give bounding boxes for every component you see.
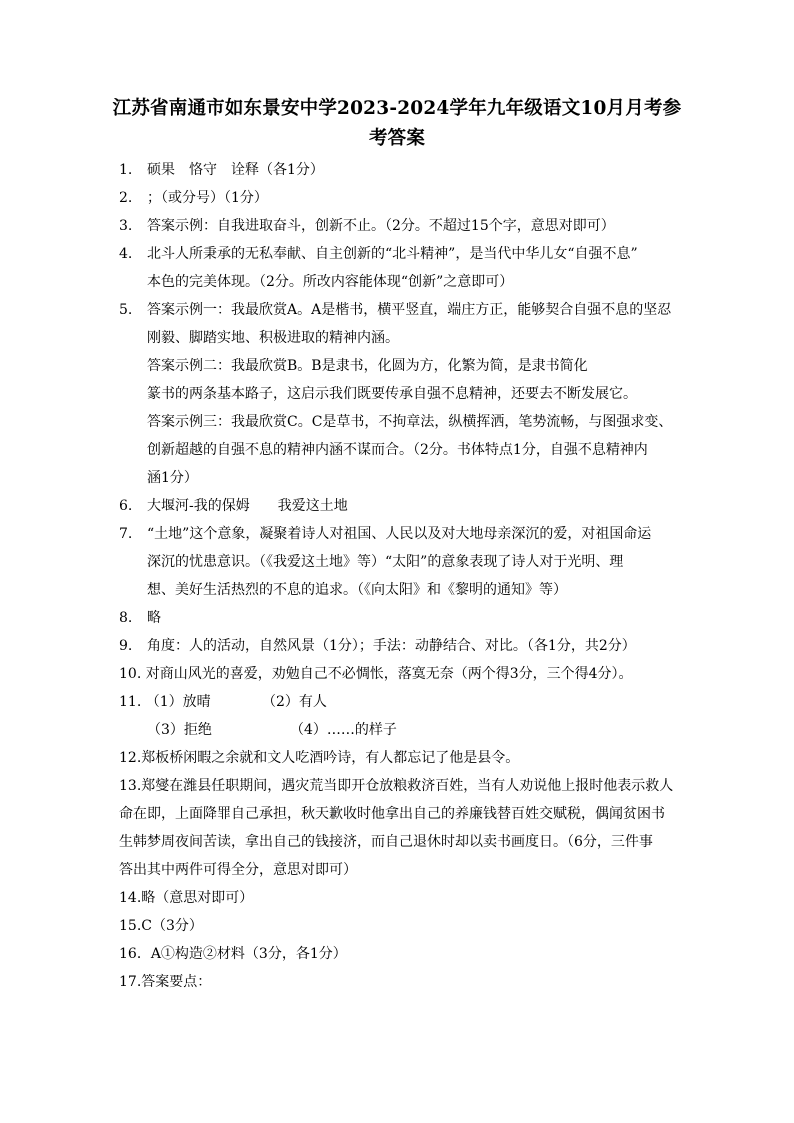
- answer-5-line-3: 答案示例二：我最欣赏B。B是隶书，化圆为方，化繁为简，是隶书简化: [147, 358, 588, 374]
- answer-5-line-7: 涵1分）: [147, 470, 198, 486]
- answer-text: 答案示例：自我进取奋斗，创新不止。（2分。不超过15个字，意思对即可）: [147, 218, 615, 234]
- answer-9: [119, 635, 636, 657]
- answer-5-line-5: 答案示例三：我最欣赏C。C是草书，不拘章法，纵横挥洒，笔势流畅，与图强求变、: [147, 414, 673, 430]
- answer-4-line-1: [119, 243, 638, 265]
- answer-text: 答案示例一：我最欣赏A。A是楷书，横平竖直，端庄方正，能够契合自强不息的坚忍: [147, 302, 672, 318]
- answer-12: 12.郑板桥闲暇之余就和文人吃酒吟诗，有人都忘记了他是县令。: [119, 750, 520, 766]
- answer-number: 2.: [119, 190, 133, 206]
- answer-11-line-1a: 11. （1）放晴: [119, 694, 211, 710]
- answer-16: 16．A①构造②材料（3分，各1分）: [119, 946, 347, 962]
- answer-number: 5.: [119, 302, 133, 318]
- answer-number: 9.: [119, 638, 133, 654]
- answer-4-line-2: 本色的完美体现。（2分。所改内容能体现“创新”之意即可）: [147, 274, 514, 290]
- answer-7-line-2: 深沉的忧患意识。（《我爱这土地》等）“太阳”的意象表现了诗人对于光明、理: [147, 554, 624, 570]
- answer-text: 角度：人的活动，自然风景（1分）；手法：动静结合、对比。（各1分，共2分）: [147, 638, 636, 654]
- answer-text: 略: [147, 610, 161, 626]
- answer-7-line-1: [119, 523, 651, 545]
- answer-number: 7.: [119, 526, 133, 542]
- answer-number: 4.: [119, 246, 133, 262]
- answer-13-line-2: 命在即，上面降罪自己承担，秋天歉收时他拿出自己的养廉钱替百姓交赋税，偶闻贫困书: [119, 806, 665, 822]
- answer-14: 14.略（意思对即可）: [119, 890, 254, 906]
- answer-5-line-2: 刚毅、脚踏实地、积极进取的精神内涵。: [147, 330, 399, 346]
- title-line-1: 江苏省南通市如东景安中学2023-2024学年九年级语文10月月考参: [112, 98, 682, 119]
- answer-11-line-1b: （2）有人: [262, 694, 327, 710]
- answer-13-line-4: 答出其中两件可得全分，意思对即可）: [119, 862, 357, 878]
- answer-13-line-3: 生韩梦周夜间苦读，拿出自己的钱接济，而自己退休时却以卖书画度日。（6分，三件事: [119, 834, 653, 850]
- answer-13-line-1: 13.郑燮在潍县任职期间，遇灾荒当即开仓放粮救济百姓，当有人劝说他上报时他表示救人: [119, 778, 674, 794]
- answer-text: 大堰河-我的保姆 我爱这土地: [147, 498, 348, 514]
- answer-17: 17.答案要点：: [119, 974, 212, 990]
- answer-text: 北斗人所秉承的无私奉献、自主创新的“北斗精神”，是当代中华儿女“自强不息”: [147, 246, 638, 262]
- answer-3: [119, 215, 615, 237]
- answer-5-line-6: 创新超越的自强不息的精神内涵不谋而合。（2分。书体特点1分，自强不息精神内: [147, 442, 648, 458]
- answer-number: 6.: [119, 498, 133, 514]
- answer-5-line-1: [119, 299, 671, 321]
- answer-10: 10. 对商山风光的喜爱，劝勉自己不必惆怅，落寞无奈（两个得3分，三个得4分）。: [119, 666, 633, 682]
- title-line-2: 考答案: [368, 128, 426, 149]
- answer-number: 8.: [119, 610, 133, 626]
- answer-text: 硕果 恪守 诠释（各1分）: [147, 162, 324, 178]
- answer-11-line-2b: （4）……的样子: [290, 722, 397, 738]
- answer-6: [119, 495, 348, 517]
- page-title: [100, 94, 694, 154]
- answer-11-line-2a: （3）拒绝: [147, 722, 212, 738]
- answer-7-line-3: 想、美好生活热烈的不息的追求。（《向太阳》和《黎明的通知》等）: [147, 582, 567, 598]
- answer-text: ；（或分号）（1分）: [147, 190, 268, 206]
- answer-2: [119, 187, 268, 209]
- answer-15: 15.C（3分）: [119, 918, 203, 934]
- answer-8: [119, 607, 161, 629]
- answer-1: [119, 159, 324, 181]
- answer-number: 1.: [119, 162, 133, 178]
- answer-number: 3.: [119, 218, 133, 234]
- answer-5-line-4: 篆书的两条基本路子，这启示我们既要传承自强不息精神，还要去不断发展它。: [147, 386, 637, 402]
- answer-text: “土地”这个意象，凝聚着诗人对祖国、人民以及对大地母亲深沉的爱，对祖国命运: [147, 526, 652, 542]
